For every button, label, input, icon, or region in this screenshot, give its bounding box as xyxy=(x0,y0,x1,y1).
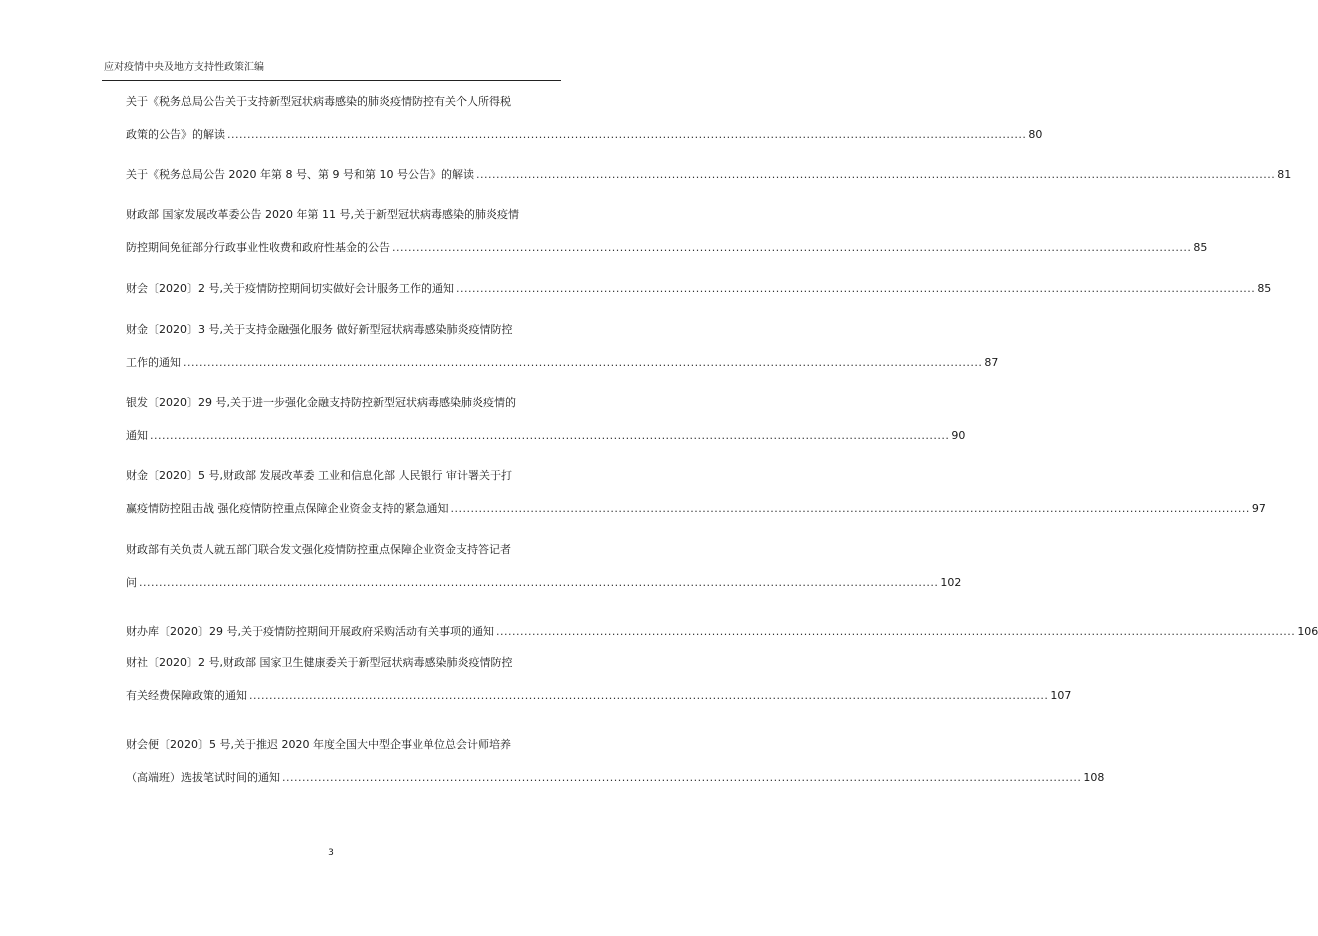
dot-leader: ........................................................................................................................................................................................................ xyxy=(150,429,950,442)
dot-leader: ........................................................................................................................................................................................................ xyxy=(139,576,939,589)
toc-entry-line[interactable] xyxy=(126,167,1292,183)
dot-leader: ........................................................................................................................................................................................................ xyxy=(392,241,1192,254)
toc-entry-title: 防控期间免征部分行政事业性收费和政府性基金的公告 xyxy=(126,241,390,254)
toc-entry-title: 政策的公告》的解读 xyxy=(126,128,225,141)
toc-page-number: 102 xyxy=(940,576,962,589)
toc-entry-title: 财社〔2020〕2 号,财政部 国家卫生健康委关于新型冠状病毒感染肺炎疫情防控 xyxy=(126,656,513,669)
toc-page-number: 85 xyxy=(1193,241,1208,254)
toc-entry-line[interactable] xyxy=(126,127,1043,143)
toc-entry-title: 银发〔2020〕29 号,关于进一步强化金融支持防控新型冠状病毒感染肺炎疫情的 xyxy=(126,396,516,409)
toc-page-number: 106 xyxy=(1297,625,1318,638)
toc-page-number: 90 xyxy=(951,429,966,442)
toc-entry-line[interactable] xyxy=(126,94,560,110)
toc-entry-line[interactable] xyxy=(126,688,1072,704)
toc-entry-title: 有关经费保障政策的通知 xyxy=(126,689,247,702)
dot-leader: ........................................................................................................................................................................................................ xyxy=(249,689,1049,702)
toc-entry-line[interactable] xyxy=(126,355,999,371)
dot-leader: ........................................................................................................................................................................................................ xyxy=(450,502,1250,515)
toc-page-number: 108 xyxy=(1083,771,1105,784)
toc-entry-line[interactable] xyxy=(126,737,560,753)
toc-entry-line[interactable] xyxy=(126,281,1272,297)
toc-entry-title: 财政部有关负责人就五部门联合发文强化疫情防控重点保障企业资金支持答记者 xyxy=(126,543,511,556)
toc-entry-line[interactable] xyxy=(126,770,1105,786)
toc-entry-title: 财金〔2020〕5 号,财政部 发展改革委 工业和信息化部 人民银行 审计署关于打 xyxy=(126,469,512,482)
toc-entry-line[interactable] xyxy=(126,624,1318,640)
toc-page-number: 81 xyxy=(1277,168,1292,181)
page-number: 3 xyxy=(328,848,334,858)
toc-entry-line[interactable] xyxy=(126,501,1266,517)
toc-page-number: 85 xyxy=(1257,282,1272,295)
toc-entry-title: 赢疫情防控阻击战 强化疫情防控重点保障企业资金支持的紧急通知 xyxy=(126,502,449,515)
dot-leader: ........................................................................................................................................................................................................ xyxy=(475,168,1276,181)
toc-entry-title: 财办库〔2020〕29 号,关于疫情防控期间开展政府采购活动有关事项的通知 xyxy=(126,625,494,638)
dot-leader: ........................................................................................................................................................................................................ xyxy=(455,282,1256,295)
dot-leader: ........................................................................................................................................................................................................ xyxy=(495,625,1296,638)
toc-page-number: 87 xyxy=(984,356,999,369)
dot-leader: ........................................................................................................................................................................................................ xyxy=(183,356,983,369)
toc-entry-line[interactable] xyxy=(126,428,966,444)
dot-leader: ........................................................................................................................................................................................................ xyxy=(227,128,1027,141)
toc-entry-line[interactable] xyxy=(126,395,560,411)
toc-entry-title: 关于《税务总局公告 2020 年第 8 号、第 9 号和第 10 号公告》的解读 xyxy=(126,168,474,181)
dot-leader: ........................................................................................................................................................................................................ xyxy=(282,771,1082,784)
toc-entry-line[interactable] xyxy=(126,322,560,338)
toc-entry-line[interactable] xyxy=(126,240,1208,256)
toc-page-number: 80 xyxy=(1028,128,1043,141)
toc-entry-line[interactable] xyxy=(126,207,560,223)
toc-entry-title: 通知 xyxy=(126,429,148,442)
toc-page-number: 97 xyxy=(1251,502,1266,515)
toc-entry-title: 关于《税务总局公告关于支持新型冠状病毒感染的肺炎疫情防控有关个人所得税 xyxy=(126,95,511,108)
toc-entry-title: 财会〔2020〕2 号,关于疫情防控期间切实做好会计服务工作的通知 xyxy=(126,282,454,295)
toc-entry-line[interactable] xyxy=(126,542,560,558)
running-header: 应对疫情中央及地方支持性政策汇编 xyxy=(104,62,264,73)
toc-entry-title: 问 xyxy=(126,576,137,589)
toc-entry-title: 工作的通知 xyxy=(126,356,181,369)
toc-entry-line[interactable] xyxy=(126,468,560,484)
toc-page-number: 107 xyxy=(1050,689,1072,702)
toc-entry-line[interactable] xyxy=(126,575,962,591)
toc-entry-title: 财政部 国家发展改革委公告 2020 年第 11 号,关于新型冠状病毒感染的肺炎疫情 xyxy=(126,208,519,221)
toc-entry-title: 财会便〔2020〕5 号,关于推迟 2020 年度全国大中型企事业单位总会计师培养 xyxy=(126,738,511,751)
toc-entry-title: （高端班）选拔笔试时间的通知 xyxy=(126,771,280,784)
toc-entry-line[interactable] xyxy=(126,655,560,671)
toc-entry-title: 财金〔2020〕3 号,关于支持金融强化服务 做好新型冠状病毒感染肺炎疫情防控 xyxy=(126,323,513,336)
